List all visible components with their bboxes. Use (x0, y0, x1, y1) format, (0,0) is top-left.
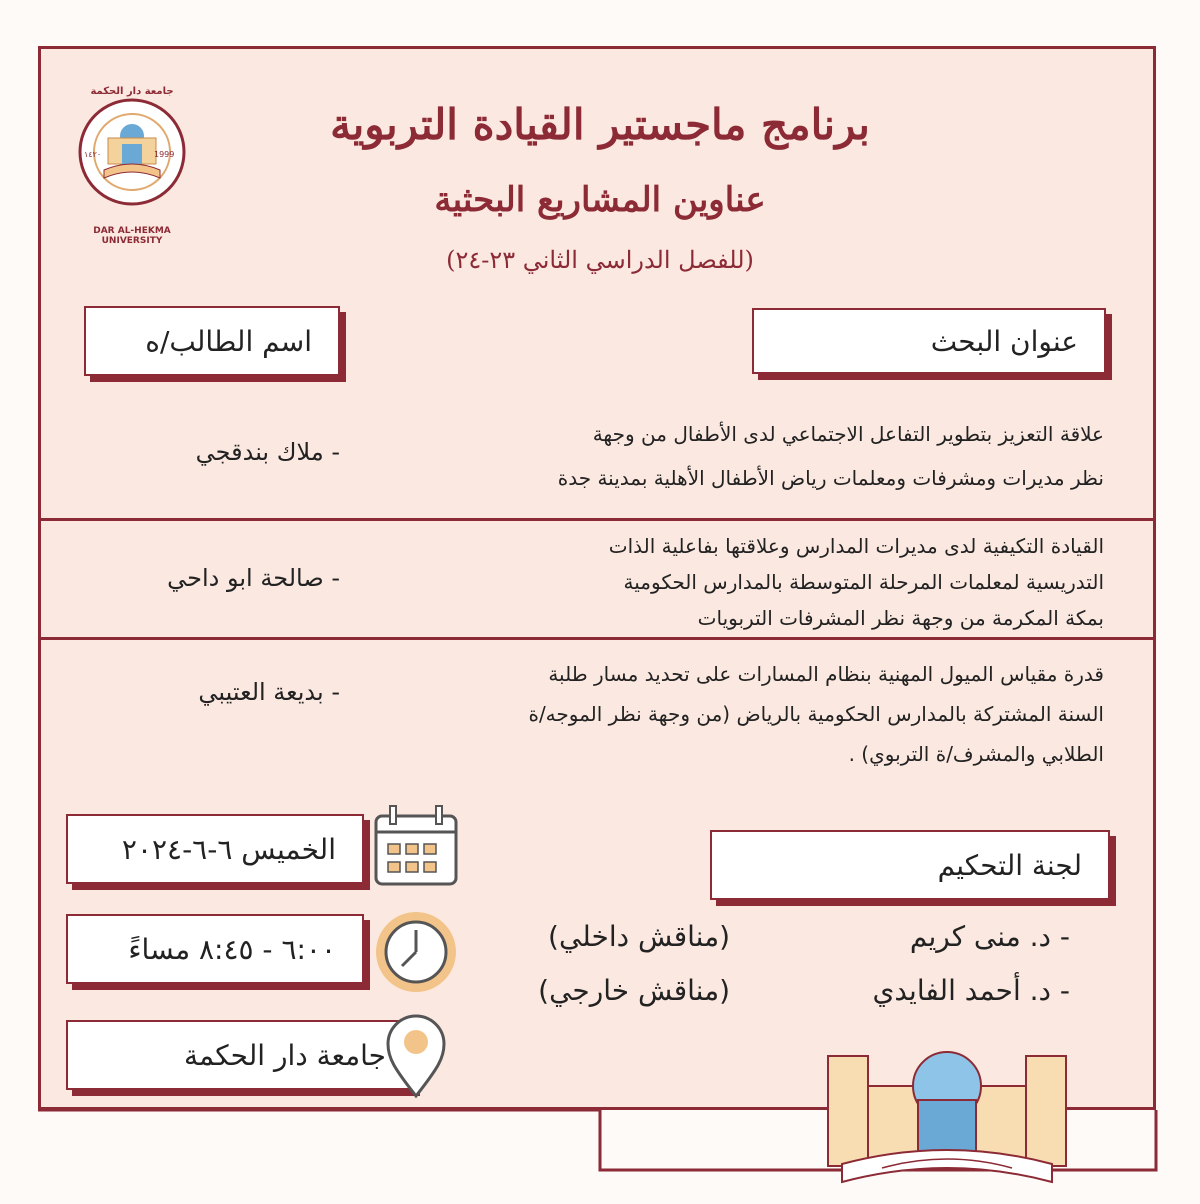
logo-year-left: ١٤٢٠ (84, 150, 102, 159)
logo-year-right: 1999 (154, 150, 175, 159)
research-title-header-label: عنوان البحث (930, 324, 1078, 358)
research-title-header (752, 308, 1106, 374)
committee-member-1-name: - د. منى كريم (909, 920, 1070, 953)
term-label: (للفصل الدراسي الثاني ٢٣-٢٤) (446, 246, 754, 274)
project-1-student: - ملاك بندقجي (195, 438, 340, 466)
committee-member-1-role: (مناقش داخلي) (548, 920, 730, 953)
time-text: ٦:٠٠ - ٨:٤٥ مساءً (128, 932, 336, 966)
page-title: برنامج ماجستير القيادة التربوية (330, 100, 870, 149)
project-1-title-line-1: علاقة التعزيز بتطوير التفاعل الاجتماعي لدى الأطفال من وجهة (592, 422, 1104, 446)
project-2-title-line-3: بمكة المكرمة من وجهة نظر المشرفات التربويات (697, 606, 1104, 630)
committee-header (710, 830, 1110, 900)
project-3-title-line-3: الطلابي والمشرف/ة التربوي) . (848, 742, 1104, 766)
project-2-student: - صالحة ابو داحي (167, 564, 340, 592)
project-2-title-line-2: التدريسية لمعلمات المرحلة المتوسطة بالمدارس الحكومية (623, 570, 1104, 594)
location-text: جامعة دار الحكمة (184, 1038, 386, 1072)
date-text: الخميس ٦-٦-٢٠٢٤ (121, 832, 336, 866)
clock-icon (372, 908, 464, 1000)
university-building-icon (822, 1046, 1072, 1196)
project-1-title-line-2: نظر مديرات ومشرفات ومعلمات رياض الأطفال الأهلية بمدينة جدة (557, 466, 1104, 490)
location-pin-icon (384, 1012, 448, 1100)
divider-2 (38, 637, 1156, 640)
student-name-header (84, 306, 340, 376)
logo-english-text: DAR AL-HEKMA UNIVERSITY (93, 226, 171, 246)
logo-arabic-text: جامعة دار الحكمة (90, 86, 174, 97)
divider-1 (38, 518, 1156, 521)
page-subtitle: عناوين المشاريع البحثية (434, 180, 766, 220)
calendar-icon (372, 804, 462, 888)
date-box (66, 814, 364, 884)
location-box (66, 1020, 414, 1090)
project-2-title-line-1: القيادة التكيفية لدى مديرات المدارس وعلاقتها بفاعلية الذات (608, 534, 1104, 558)
project-3-title-line-1: قدرة مقياس الميول المهنية بنظام المسارات على تحديد مسار طلبة (548, 662, 1104, 686)
committee-label: لجنة التحكيم (937, 848, 1082, 882)
time-box (66, 914, 364, 984)
project-3-student: - بديعة العتيبي (198, 678, 340, 706)
project-3-title-line-2: السنة المشتركة بالمدارس الحكومية بالرياض (من وجهة نظر الموجه/ة (528, 702, 1104, 726)
student-name-header-label: اسم الطالب/ه (145, 324, 312, 358)
committee-member-2-role: (مناقش خارجي) (538, 974, 730, 1007)
committee-member-2-name: - د. أحمد الفايدي (872, 974, 1070, 1007)
